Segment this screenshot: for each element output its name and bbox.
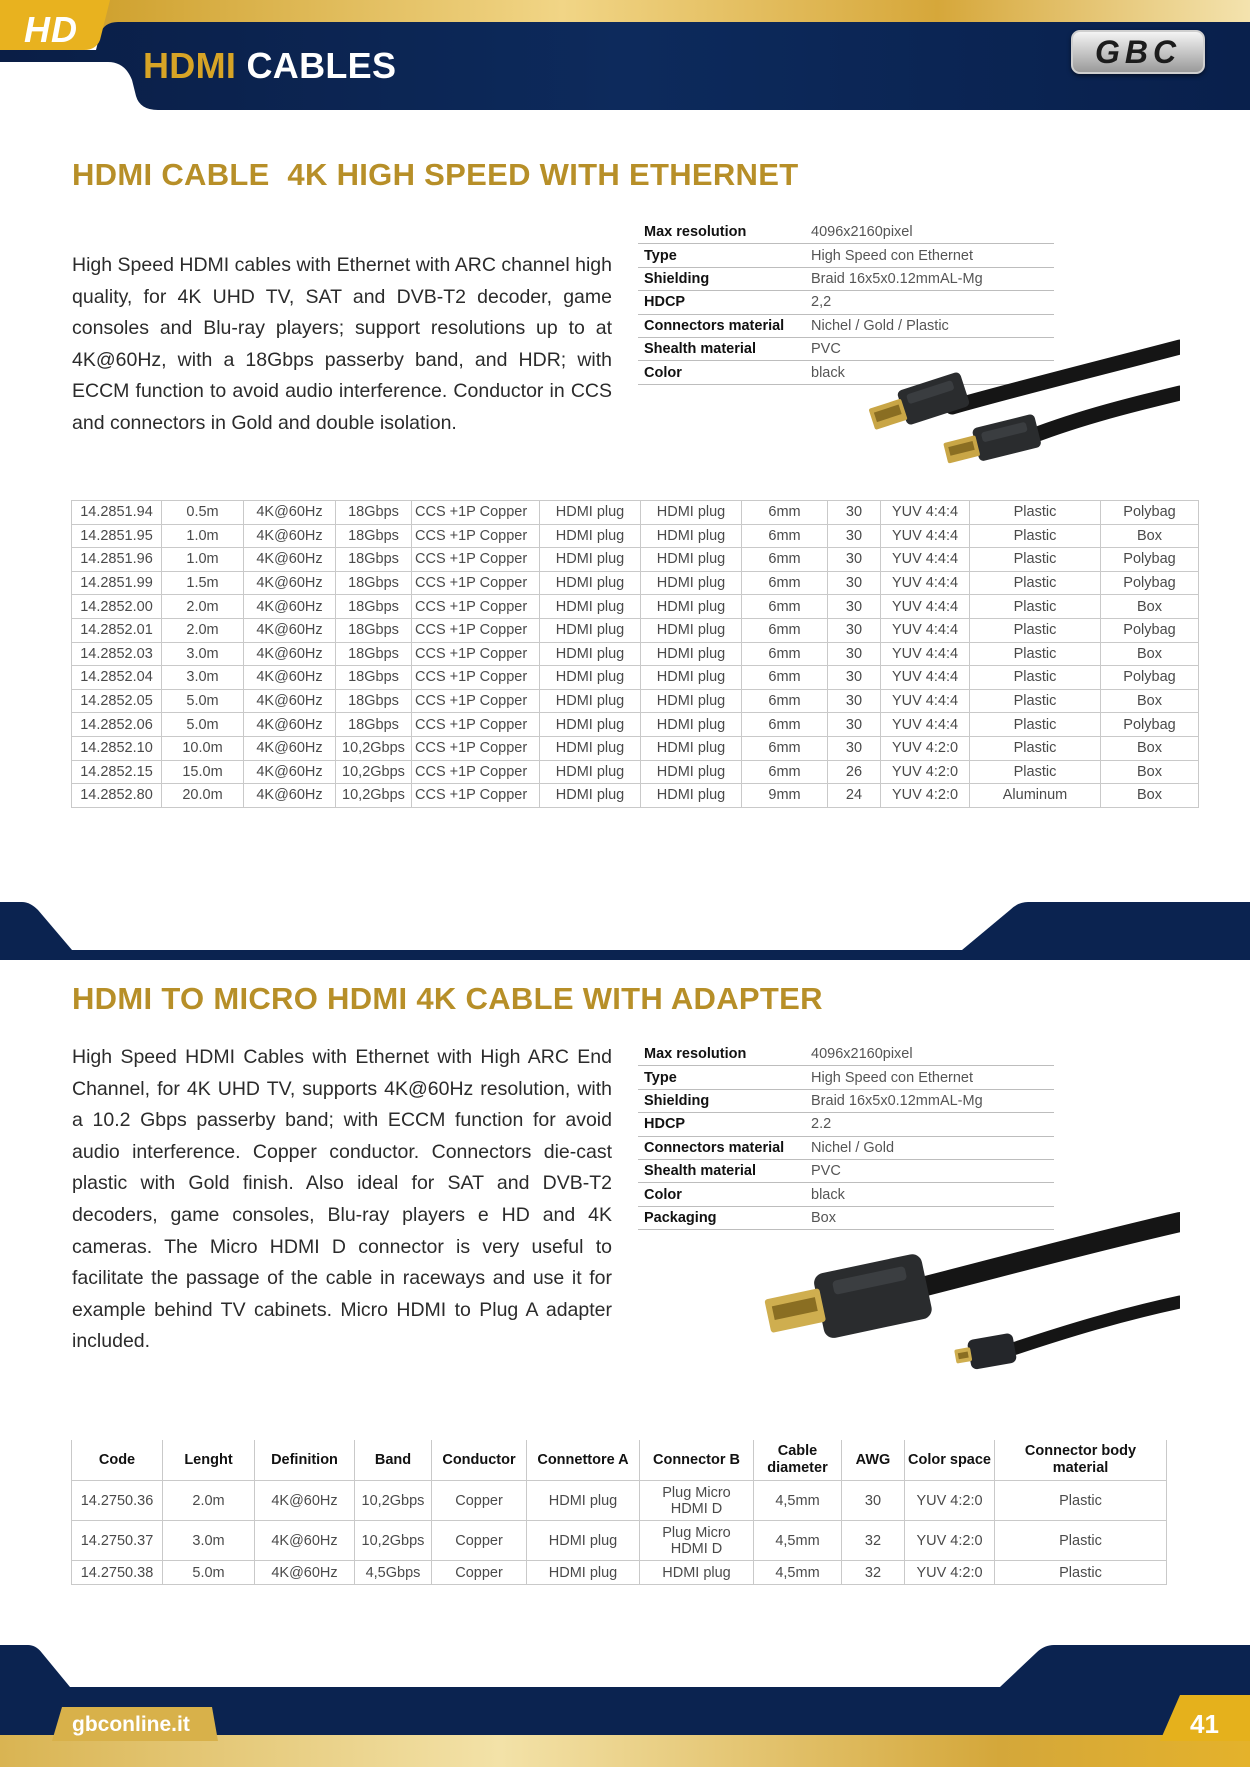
table-header: Connettore A: [527, 1440, 640, 1481]
table-cell: Polybag: [1101, 713, 1199, 737]
spec-value: 2,2: [805, 291, 1054, 314]
table-row: [72, 1521, 1167, 1561]
table-cell: 30: [828, 689, 881, 713]
table-header: Lenght: [163, 1440, 255, 1481]
table-cell: 14.2852.15: [72, 760, 162, 784]
table-cell: Plug Micro HDMI D: [640, 1521, 754, 1561]
table-cell: Polybag: [1101, 666, 1199, 690]
table-cell: 18Gbps: [336, 501, 412, 525]
table-row: [72, 618, 1199, 642]
table-cell: Plastic: [970, 642, 1101, 666]
table-cell: 4K@60Hz: [244, 524, 336, 548]
table-cell: Polybag: [1101, 501, 1199, 525]
table-cell: 10,2Gbps: [355, 1481, 432, 1521]
table-cell: 14.2852.04: [72, 666, 162, 690]
table-cell: Plastic: [970, 524, 1101, 548]
table-row: [72, 666, 1199, 690]
table-cell: 26: [828, 760, 881, 784]
table-cell: 4K@60Hz: [244, 642, 336, 666]
spec-value: High Speed con Ethernet: [805, 244, 1054, 267]
table-header: Cable diameter: [754, 1440, 842, 1481]
table-cell: HDMI plug: [641, 736, 742, 760]
table-row: [72, 524, 1199, 548]
table-cell: Box: [1101, 784, 1199, 808]
table-cell: Box: [1101, 595, 1199, 619]
table-cell: CCS +1P Copper: [412, 595, 540, 619]
table-cell: HDMI plug: [540, 571, 641, 595]
table-cell: YUV 4:4:4: [881, 666, 970, 690]
table-cell: 10,2Gbps: [336, 760, 412, 784]
table-cell: HDMI plug: [540, 736, 641, 760]
table-cell: HDMI plug: [641, 689, 742, 713]
table-cell: 4K@60Hz: [244, 501, 336, 525]
table-cell: 30: [828, 501, 881, 525]
table-cell: 6mm: [742, 736, 828, 760]
table-cell: 18Gbps: [336, 642, 412, 666]
table-cell: 4K@60Hz: [244, 548, 336, 572]
table-cell: 14.2851.94: [72, 501, 162, 525]
table-header: Definition: [255, 1440, 355, 1481]
table-cell: 18Gbps: [336, 595, 412, 619]
table-cell: 30: [828, 524, 881, 548]
table-cell: 4K@60Hz: [244, 666, 336, 690]
table-cell: 4K@60Hz: [255, 1521, 355, 1561]
table-cell: CCS +1P Copper: [412, 666, 540, 690]
table-cell: Box: [1101, 689, 1199, 713]
table-cell: YUV 4:4:4: [881, 618, 970, 642]
table-cell: 14.2750.36: [72, 1481, 163, 1521]
spec-label: HDCP: [638, 1113, 805, 1136]
table-cell: Copper: [432, 1521, 527, 1561]
table-cell: YUV 4:2:0: [905, 1481, 995, 1521]
table-cell: Plastic: [995, 1561, 1167, 1585]
table-row: [72, 760, 1199, 784]
spec-value: Nichel / Gold: [805, 1136, 1054, 1159]
table-cell: 4K@60Hz: [244, 760, 336, 784]
table-cell: 6mm: [742, 501, 828, 525]
table-cell: Aluminum: [970, 784, 1101, 808]
table-cell: Plastic: [970, 666, 1101, 690]
spec-label: Max resolution: [638, 221, 805, 244]
table-cell: Plastic: [970, 501, 1101, 525]
table-cell: HDMI plug: [641, 501, 742, 525]
table-cell: 15.0m: [162, 760, 244, 784]
table-cell: 6mm: [742, 618, 828, 642]
table-row: [72, 501, 1199, 525]
table-cell: 14.2852.80: [72, 784, 162, 808]
table-cell: 10,2Gbps: [336, 784, 412, 808]
page-heading-accent: HDMI: [143, 45, 237, 86]
table-cell: HDMI plug: [540, 760, 641, 784]
table-cell: YUV 4:2:0: [905, 1521, 995, 1561]
table-cell: 4K@60Hz: [244, 784, 336, 808]
table-cell: 3.0m: [162, 666, 244, 690]
spec-row: [638, 1043, 1054, 1066]
table-cell: 4K@60Hz: [244, 571, 336, 595]
hdmi-cable-icon: [862, 335, 1180, 480]
table-cell: Copper: [432, 1561, 527, 1585]
table-cell: 1.5m: [162, 571, 244, 595]
table-cell: YUV 4:4:4: [881, 548, 970, 572]
spec-label: HDCP: [638, 291, 805, 314]
table-cell: HDMI plug: [540, 595, 641, 619]
table-cell: 4K@60Hz: [244, 618, 336, 642]
table-cell: 6mm: [742, 595, 828, 619]
spec-label: Type: [638, 1066, 805, 1089]
table-cell: 4K@60Hz: [244, 713, 336, 737]
table-cell: HDMI plug: [641, 618, 742, 642]
table-header: Color space: [905, 1440, 995, 1481]
spec-label: Max resolution: [638, 1043, 805, 1066]
table-cell: 10,2Gbps: [355, 1521, 432, 1561]
table-cell: HDMI plug: [641, 784, 742, 808]
table-cell: 14.2750.38: [72, 1561, 163, 1585]
table-header: Connector B: [640, 1440, 754, 1481]
table-cell: CCS +1P Copper: [412, 713, 540, 737]
table-cell: 30: [828, 713, 881, 737]
spec-row: [638, 1183, 1054, 1206]
table-header: AWG: [842, 1440, 905, 1481]
spec-label: Type: [638, 244, 805, 267]
table-cell: 6mm: [742, 760, 828, 784]
gbc-logo: GBC: [1071, 30, 1205, 74]
table-cell: 6mm: [742, 642, 828, 666]
section2-spec-table: [638, 1043, 1054, 1230]
table-cell: 32: [842, 1521, 905, 1561]
table-cell: CCS +1P Copper: [412, 548, 540, 572]
spec-row: [638, 1136, 1054, 1159]
table-cell: 20.0m: [162, 784, 244, 808]
table-cell: 14.2852.10: [72, 736, 162, 760]
page-heading-rest: CABLES: [246, 45, 397, 86]
spec-value: Braid 16x5x0.12mmAL-Mg: [805, 267, 1054, 290]
spec-value: 2.2: [805, 1113, 1054, 1136]
table-cell: Polybag: [1101, 548, 1199, 572]
table-cell: 6mm: [742, 524, 828, 548]
table-cell: HDMI plug: [540, 618, 641, 642]
table-cell: HDMI plug: [527, 1481, 640, 1521]
table-cell: YUV 4:4:4: [881, 524, 970, 548]
table-cell: Copper: [432, 1481, 527, 1521]
table-cell: 10.0m: [162, 736, 244, 760]
hd-badge: HD: [24, 9, 78, 50]
micro-hdmi-cable-icon: [760, 1210, 1180, 1390]
table-cell: YUV 4:4:4: [881, 713, 970, 737]
spec-label: Shealth material: [638, 337, 805, 360]
table-cell: YUV 4:4:4: [881, 501, 970, 525]
table-row: [72, 689, 1199, 713]
table-row: [72, 595, 1199, 619]
table-cell: CCS +1P Copper: [412, 689, 540, 713]
table-row: [72, 784, 1199, 808]
table-cell: HDMI plug: [641, 548, 742, 572]
section2-title: HDMI TO MICRO HDMI 4K CABLE WITH ADAPTER: [72, 981, 823, 1016]
spec-value: Box: [805, 1206, 1054, 1229]
table-cell: Box: [1101, 760, 1199, 784]
table-cell: 24: [828, 784, 881, 808]
table-row: [72, 642, 1199, 666]
table-cell: 3.0m: [163, 1521, 255, 1561]
spec-label: Shielding: [638, 1089, 805, 1112]
table-cell: CCS +1P Copper: [412, 736, 540, 760]
table-cell: YUV 4:4:4: [881, 595, 970, 619]
table-cell: 30: [828, 618, 881, 642]
table-cell: 14.2851.95: [72, 524, 162, 548]
page-heading: [143, 45, 396, 87]
table-cell: 4,5mm: [754, 1561, 842, 1585]
table-cell: 14.2852.03: [72, 642, 162, 666]
table-cell: YUV 4:4:4: [881, 571, 970, 595]
table-cell: 18Gbps: [336, 689, 412, 713]
spec-row: [638, 314, 1054, 337]
table-cell: 10,2Gbps: [336, 736, 412, 760]
table-cell: 6mm: [742, 548, 828, 572]
table-cell: 30: [828, 642, 881, 666]
table-cell: HDMI plug: [527, 1521, 640, 1561]
table-cell: Plastic: [970, 571, 1101, 595]
spec-row: [638, 291, 1054, 314]
table-cell: Plastic: [970, 736, 1101, 760]
table-cell: 4K@60Hz: [244, 595, 336, 619]
spec-value: black: [805, 361, 1054, 384]
table-cell: CCS +1P Copper: [412, 618, 540, 642]
table-cell: 2.0m: [163, 1481, 255, 1521]
spec-row: [638, 1113, 1054, 1136]
table-cell: 5.0m: [162, 689, 244, 713]
table-cell: 30: [828, 736, 881, 760]
spec-label: Shealth material: [638, 1159, 805, 1182]
table-cell: 6mm: [742, 571, 828, 595]
table-cell: 14.2851.99: [72, 571, 162, 595]
table-cell: HDMI plug: [527, 1561, 640, 1585]
spec-label: Connectors material: [638, 314, 805, 337]
spec-label: Shielding: [638, 267, 805, 290]
table-cell: HDMI plug: [641, 642, 742, 666]
table-cell: 1.0m: [162, 548, 244, 572]
table-cell: 9mm: [742, 784, 828, 808]
table-cell: YUV 4:2:0: [881, 784, 970, 808]
table-cell: 14.2851.96: [72, 548, 162, 572]
table-cell: 14.2852.06: [72, 713, 162, 737]
table-cell: HDMI plug: [540, 713, 641, 737]
table-cell: CCS +1P Copper: [412, 784, 540, 808]
table-cell: 30: [828, 595, 881, 619]
table-cell: 3.0m: [162, 642, 244, 666]
spec-label: Color: [638, 1183, 805, 1206]
table-cell: Plastic: [970, 618, 1101, 642]
table-header: Conductor: [432, 1440, 527, 1481]
table-cell: Box: [1101, 736, 1199, 760]
table-cell: 4K@60Hz: [244, 736, 336, 760]
table-cell: HDMI plug: [641, 524, 742, 548]
section-divider: [0, 902, 1250, 960]
table-cell: Plug Micro HDMI D: [640, 1481, 754, 1521]
table-cell: CCS +1P Copper: [412, 760, 540, 784]
table-cell: HDMI plug: [540, 501, 641, 525]
table-cell: 2.0m: [162, 618, 244, 642]
table-cell: YUV 4:2:0: [881, 736, 970, 760]
table-cell: Plastic: [970, 595, 1101, 619]
spec-row: [638, 267, 1054, 290]
table-cell: 5.0m: [162, 713, 244, 737]
table-cell: 2.0m: [162, 595, 244, 619]
spec-row: [638, 1089, 1054, 1112]
table-cell: Plastic: [995, 1521, 1167, 1561]
table-cell: YUV 4:2:0: [881, 760, 970, 784]
table-cell: HDMI plug: [641, 666, 742, 690]
table-cell: Box: [1101, 642, 1199, 666]
table-cell: Plastic: [970, 548, 1101, 572]
table-cell: 0.5m: [162, 501, 244, 525]
table-cell: HDMI plug: [641, 571, 742, 595]
table-cell: Plastic: [970, 760, 1101, 784]
table-cell: HDMI plug: [540, 666, 641, 690]
table-cell: HDMI plug: [540, 784, 641, 808]
table-cell: HDMI plug: [540, 548, 641, 572]
table-cell: Polybag: [1101, 571, 1199, 595]
table-cell: Box: [1101, 524, 1199, 548]
spec-value: PVC: [805, 337, 1054, 360]
table-cell: YUV 4:4:4: [881, 689, 970, 713]
table-row: [72, 736, 1199, 760]
table-cell: 30: [828, 548, 881, 572]
table-cell: 4K@60Hz: [244, 689, 336, 713]
spec-value: black: [805, 1183, 1054, 1206]
table-cell: 32: [842, 1561, 905, 1585]
spec-value: 4096x2160pixel: [805, 221, 1054, 244]
table-cell: 6mm: [742, 666, 828, 690]
table-cell: CCS +1P Copper: [412, 571, 540, 595]
table-cell: HDMI plug: [640, 1561, 754, 1585]
section2-product-table: [71, 1440, 1167, 1585]
table-cell: 14.2852.00: [72, 595, 162, 619]
table-row: [72, 713, 1199, 737]
spec-value: Nichel / Gold / Plastic: [805, 314, 1054, 337]
table-cell: 14.2852.01: [72, 618, 162, 642]
table-cell: 30: [828, 666, 881, 690]
table-cell: 4,5Gbps: [355, 1561, 432, 1585]
table-cell: 18Gbps: [336, 713, 412, 737]
spec-value: High Speed con Ethernet: [805, 1066, 1054, 1089]
table-cell: Plastic: [970, 713, 1101, 737]
table-cell: 6mm: [742, 689, 828, 713]
table-header: Connector body material: [995, 1440, 1167, 1481]
table-cell: HDMI plug: [641, 760, 742, 784]
table-cell: 18Gbps: [336, 571, 412, 595]
table-cell: CCS +1P Copper: [412, 524, 540, 548]
table-cell: 18Gbps: [336, 524, 412, 548]
section1-product-table: [71, 500, 1199, 808]
table-cell: 14.2750.37: [72, 1521, 163, 1561]
spec-label: Color: [638, 361, 805, 384]
table-cell: CCS +1P Copper: [412, 501, 540, 525]
section1-title: HDMI CABLE 4K HIGH SPEED WITH ETHERNET: [72, 157, 799, 192]
table-cell: HDMI plug: [540, 689, 641, 713]
table-cell: 18Gbps: [336, 618, 412, 642]
section1-description: High Speed HDMI cables with Ethernet with ARC channel high quality, for 4K UHD TV, SAT and DVB-T2 decoder, game consoles and Blu-ray players; support resolutions up to at 4K@60Hz, with a 18Gbps passerby band, and HDR; with ECCM function to avoid audio interference. Conductor in CCS and connectors in Gold and double isolation.: [72, 254, 612, 434]
table-cell: 30: [828, 571, 881, 595]
spec-row: [638, 1066, 1054, 1089]
table-cell: Plastic: [995, 1481, 1167, 1521]
table-cell: YUV 4:4:4: [881, 642, 970, 666]
spec-row: [638, 244, 1054, 267]
table-cell: HDMI plug: [641, 713, 742, 737]
section2-description: High Speed HDMI Cables with Ethernet with High ARC End Channel, for 4K UHD TV, supports 4K@60Hz resolution, with a 10.2 Gbps passerby band; with ECCM function for avoid audio interference. Copper conductor. Connectors die-cast plastic with Gold finish. Also ideal for SAT and DVB-T2 decoders, game consoles, Blu-ray players e HD and 4K cameras. The Micro HDMI D connector is very useful to facilitate the passage of the cable in raceways and use it for example behind TV cabinets. Micro HDMI to Plug A adapter included.: [72, 1046, 612, 1353]
footer-banner: [0, 1645, 1250, 1767]
table-cell: HDMI plug: [540, 642, 641, 666]
spec-value: 4096x2160pixel: [805, 1043, 1054, 1066]
spec-label: Connectors material: [638, 1136, 805, 1159]
table-cell: HDMI plug: [641, 595, 742, 619]
table-cell: Polybag: [1101, 618, 1199, 642]
table-cell: 5.0m: [163, 1561, 255, 1585]
table-cell: 4,5mm: [754, 1481, 842, 1521]
table-header: Code: [72, 1440, 163, 1481]
table-header: Band: [355, 1440, 432, 1481]
table-cell: 30: [842, 1481, 905, 1521]
table-cell: 4,5mm: [754, 1521, 842, 1561]
spec-row: [638, 221, 1054, 244]
table-row: [72, 1561, 1167, 1585]
spec-value: Braid 16x5x0.12mmAL-Mg: [805, 1089, 1054, 1112]
table-row: [72, 571, 1199, 595]
page-number: 41: [1190, 1709, 1219, 1739]
table-cell: 18Gbps: [336, 548, 412, 572]
table-row: [72, 548, 1199, 572]
website-link[interactable]: gbconline.it: [72, 1713, 190, 1736]
table-cell: CCS +1P Copper: [412, 642, 540, 666]
table-cell: 4K@60Hz: [255, 1481, 355, 1521]
spec-label: Packaging: [638, 1206, 805, 1229]
table-cell: 6mm: [742, 713, 828, 737]
table-cell: Plastic: [970, 689, 1101, 713]
table-cell: 14.2852.05: [72, 689, 162, 713]
spec-value: PVC: [805, 1159, 1054, 1182]
table-row: [72, 1481, 1167, 1521]
table-cell: 18Gbps: [336, 666, 412, 690]
table-cell: 1.0m: [162, 524, 244, 548]
table-cell: HDMI plug: [540, 524, 641, 548]
table-cell: 4K@60Hz: [255, 1561, 355, 1585]
table-cell: YUV 4:2:0: [905, 1561, 995, 1585]
spec-row: [638, 1159, 1054, 1182]
